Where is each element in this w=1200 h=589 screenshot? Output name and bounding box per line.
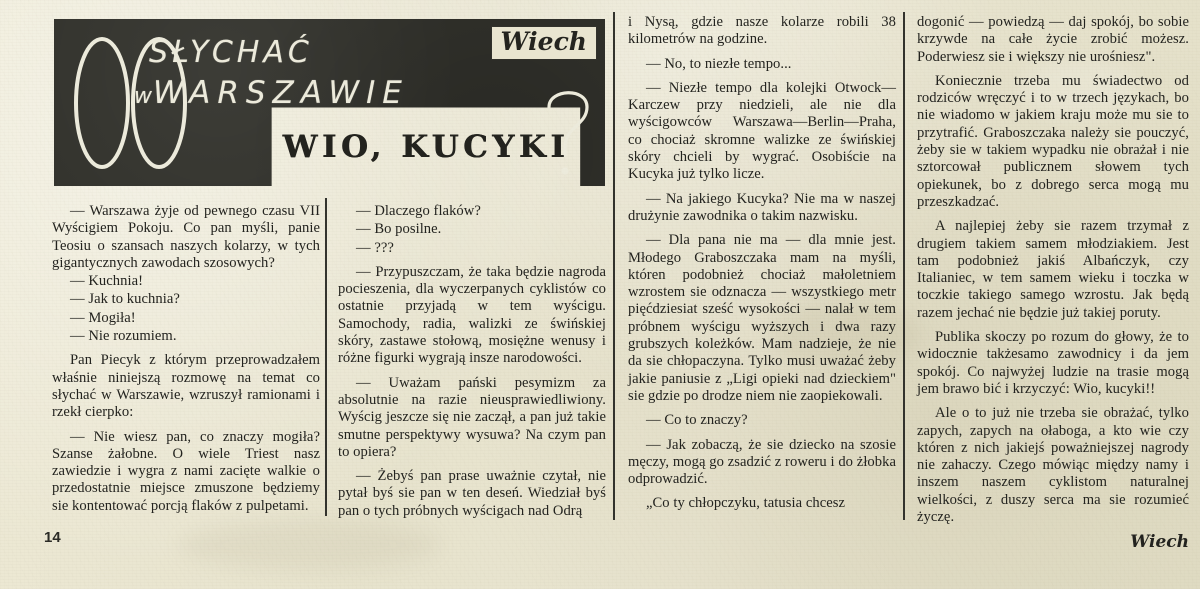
- article-headline-text: WIO, KUCYKI: [282, 128, 570, 165]
- paragraph: — Niezłe tempo dla kolejki Otwock—Karczew przy niedzieli, ale nie dla wyścigowców Warszawa—Berlin—Praha, co chociaż skromne walizke ze świńskiej skóry chcieli by wygrać. Osobiście na Kucyka już tylko licze.: [628, 79, 896, 183]
- masthead-script-line-1: SŁYCHAĆ: [149, 35, 313, 70]
- paragraph: — Kuchnia!: [70, 273, 144, 290]
- paragraph: „Co ty chłopczyku, tatusia chcesz: [646, 495, 846, 512]
- paragraph: Publika skoczy po rozum do głowy, że to widocznie takżesamo zawodnicy i da jem spokój. Co najwyżej ludzie na trasie mogą jem brawo bić i krzyczyć: Wio, kucyki!!: [917, 329, 1189, 397]
- paragraph: Pan Piecyk z którym przeprowadzałem właśnie niniejszą rozmowę na temat co słychać w Warszawie, wzruszył ramionami i rzekł cierpko:: [52, 352, 320, 421]
- paragraph: — Mogiła!: [70, 309, 136, 326]
- paragraph: — Przypuszczam, że taka będzie nagroda pocieszenia, dla wyczerpanych cyklistów co ostatnie przyjadą w tem wyścigu. Samochody, radia, walizki ze świńskiej skóry, zastawe stołową, mosiężne wenusy i różne figurki wygrają insze narodowości.: [338, 263, 606, 367]
- paragraph: — Dla pana nie ma — dla mnie jest. Młodego Graboszczaka mam na myśli, któren podobnież chociaż małoletniem wzrostem sie odznacza — wszystkiego metr pięćdziesiat sześć wysokości — nalał w tem próbnem wyścigu wyższych i dwa razy grubszych koleżków. Mam nadzieje, że nie da sie chłopaczyna. Tylko musi uważać żeby jakie paniusie z „Ligi opieki nad dzieckiem" sie gdzie po drodze niem nie zaopiekowali.: [628, 232, 896, 404]
- author-signature: Wiech: [1130, 532, 1189, 553]
- paragraph: — Co to znaczy?: [646, 412, 748, 429]
- text-column-2: [338, 203, 606, 520]
- paragraph: — Nie rozumiem.: [70, 328, 177, 345]
- paragraph: — Uważam pański pesymizm za absolutnie na razie nieusprawiedliwiony. Wyścig jeszcze się nie zaczął, a pan już takie smutne perspektywy wysuwa? Na czym pan to opiera?: [338, 374, 606, 460]
- paragraph: — ???: [356, 239, 394, 256]
- paragraph: dogonić — powiedzą — daj spokój, bo sobie krzywde na całe życie zrobić możesz. Poderwiesz sie i większy nie urośniesz".: [917, 14, 1189, 65]
- paragraph: — Warszawa żyje od pewnego czasu VII Wyścigiem Pokoju. Co pan myśli, panie Teosiu o szansach naszych kolarzy, w tych gigantycznych zawodach szosowych?: [52, 203, 320, 271]
- paragraph: A najlepiej żeby sie razem trzymał z drugiem takiem samem młodziakiem. Jest tam podobnież jakiś Albańczyk, czy Italianiec, w tem samem wieku i toczka w toczkie takiego samego wzrostu. Jak będą razem jechać nie będzie już takiej poruty.: [917, 218, 1189, 321]
- text-column-3: [628, 14, 896, 513]
- paragraph: — Żebyś pan prase uważnie czytał, nie pytał byś sie pan w ten deseń. Wiedział byś pan o tych próbnych wyścigach nad Odrą: [338, 468, 606, 519]
- text-column-4: [917, 14, 1189, 552]
- paragraph: Ale o to już nie trzeba sie obrażać, tylko zapych, zapych na ołaboga, a kto wie czy któren z nich jakiejś poważniejszej nagrody nie zahaczy. Czego mówiąc między namy i inszem naszem cyklistom naturalnej wielkości, z duszy serca ma sie rozumieć życzę.: [917, 405, 1189, 526]
- page-number: 14: [44, 529, 61, 546]
- paragraph: — Dlaczego flaków?: [356, 203, 481, 219]
- paragraph: — Nie wiesz pan, co znaczy mogiła? Szanse żałobne. O wiele Triest nasz zawiedzie i wygra z nami zacięte walkie o przedostatnie miejsce zmuszone będziemy sie kontentować porcją flaków z pulpetami.: [52, 428, 320, 514]
- paragraph: — Bo posilne.: [356, 221, 442, 238]
- paragraph: Koniecznie trzeba mu świadectwo od rodziców wręczyć i to w trzech językach, bo nie wiadomo w jakiem kraju może mu sie to przytrafić. Graboszczaka należy sie pouczyć, żeby sie w takiem wypadku nie obrażał i nie sztorcował publicznem słowem tych opiekunek, bo z dobrego serca mogą mu przeszkadzać.: [917, 72, 1189, 210]
- paragraph: — Jak to kuchnia?: [70, 291, 180, 308]
- author-name: Wiech: [500, 27, 587, 56]
- masthead-script-warszawie: WARSZAWIE: [153, 75, 409, 111]
- masthead-script-prefix: w: [134, 84, 153, 109]
- paragraph: — Na jakiego Kucyka? Nie ma w naszej drużynie zawodnika o takim nazwisku.: [628, 190, 896, 224]
- paragraph: — No, to niezłe tempo...: [646, 55, 792, 72]
- paragraph: — Jak zobaczą, że sie dziecko na szosie męczy, mogą go zsadzić z roweru i do żłobka odprowadzić.: [628, 436, 896, 488]
- text-column-1: [52, 203, 320, 515]
- paragraph: i Nysą, gdzie nasze kolarze robili 38 kilometrów na godzine.: [628, 14, 896, 48]
